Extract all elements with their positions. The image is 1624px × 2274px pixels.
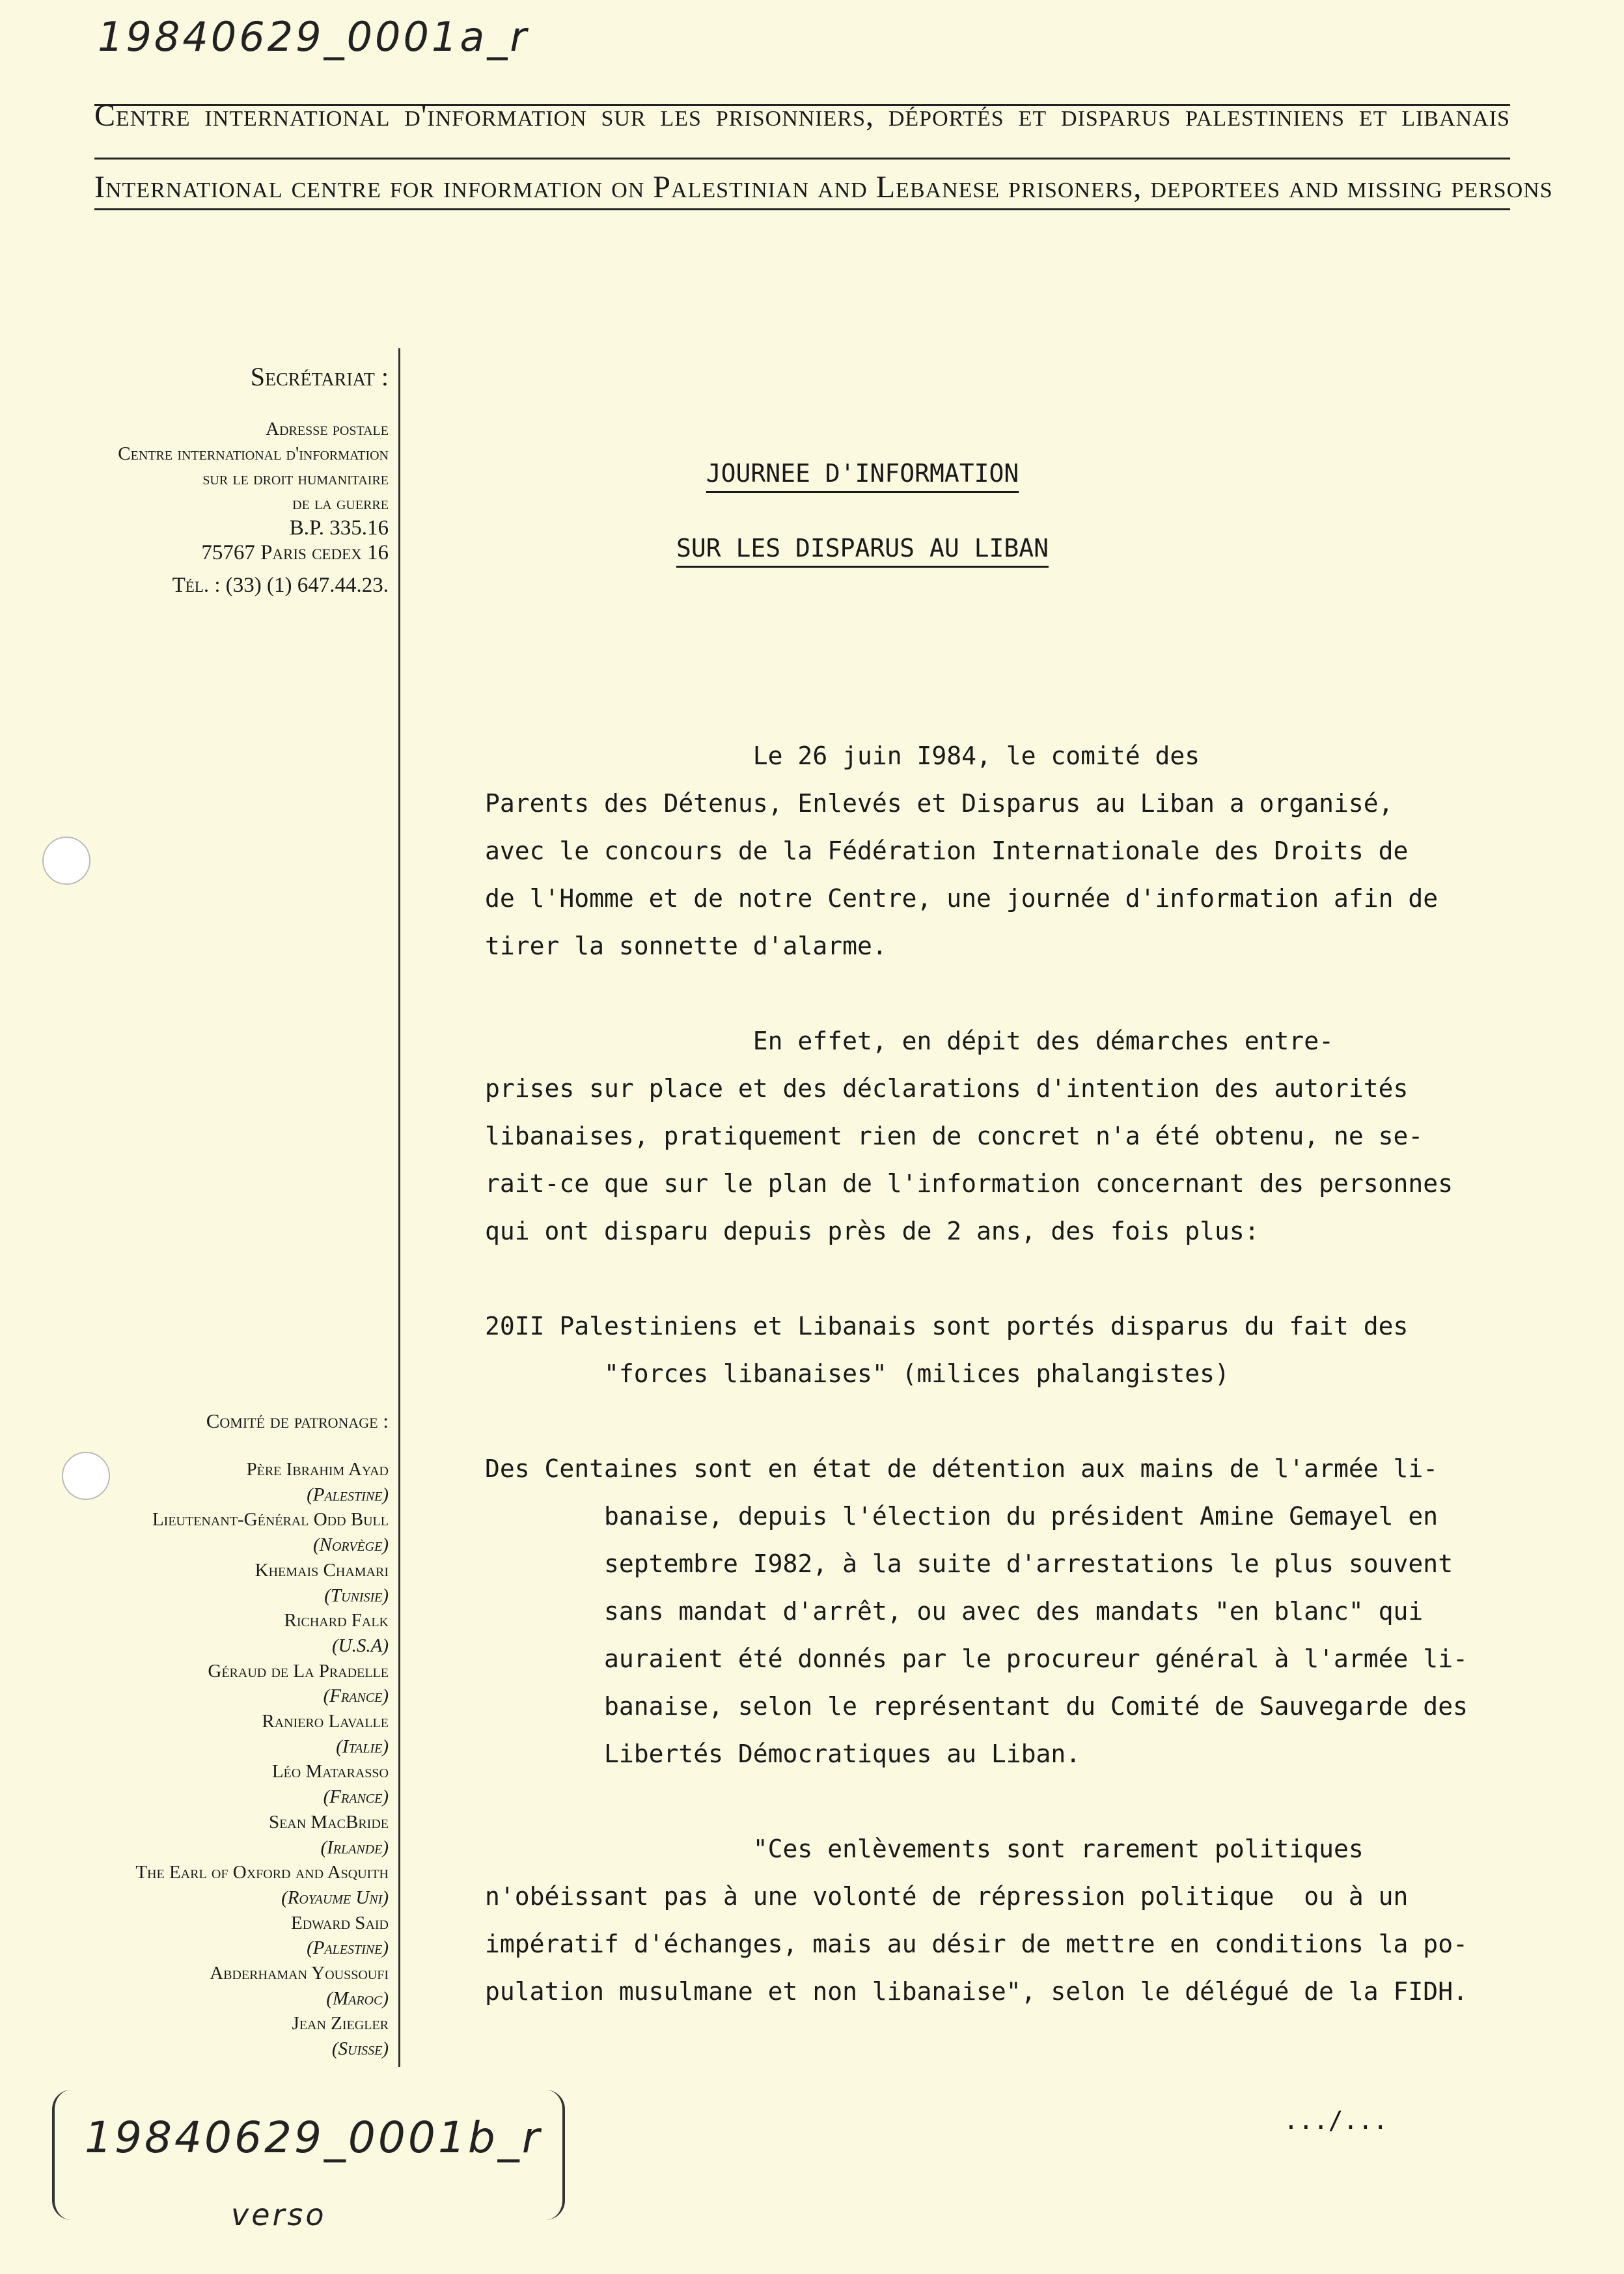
body-line [485,970,1468,1018]
document-title-line1: JOURNEE D'INFORMATION [706,459,1019,488]
body-line: libanaises, pratiquement rien de concret n'a été obtenu, ne se- [485,1122,1424,1150]
body-line [485,1398,1468,1445]
patron-country: (U.S.A) [332,1635,389,1656]
patron-country: (Irlande) [320,1837,389,1858]
body-line: Des Centaines sont en état de détention aux mains de l'armée li- [485,1454,1438,1483]
body-line: auraient été donnés par le procureur général à l'armée li- [485,1644,1468,1673]
body-line: "forces libanaises" (milices phalangistes) [485,1359,1230,1388]
patron-name: Léo Matarasso [271,1761,389,1782]
body-line: impératif d'échanges, mais au désir de mettre en conditions la po- [485,1930,1468,1958]
punch-hole [42,837,90,885]
body-line: qui ont disparu depuis près de 2 ans, des fois plus: [485,1217,1259,1245]
address-line: B.P. 335.16 [289,516,389,540]
body-line: En effet, en dépit des démarches entre- [485,1027,1334,1055]
body-line: septembre I982, à la suite d'arrestations le plus souvent [485,1549,1453,1578]
body-line: prises sur place et des déclarations d'intention des autorités [485,1074,1409,1103]
patron-list [135,1457,389,2062]
address-line: de la guerre [292,493,389,514]
body-line: de l'Homme et de notre Centre, une journée d'information afin de [485,884,1438,913]
patron-country: (Royaume Uni) [281,1887,389,1908]
body-line: "Ces enlèvements sont rarement politiques [485,1835,1364,1863]
body-line: sans mandat d'arrêt, ou avec des mandats "en blanc" qui [485,1597,1424,1626]
patron-country: (Italie) [336,1736,389,1757]
patron-name: Lieutenant-Général Odd Bull [152,1509,389,1531]
body-line [485,1255,1468,1303]
body-line: Le 26 juin I984, le comité des [485,742,1200,770]
secretariat-title: Secrétariat : [250,362,389,391]
address-line: Adresse postale [266,419,389,439]
patron-country: (Palestine) [307,1484,389,1505]
patron-name: Géraud de La Pradelle [208,1660,389,1682]
patron-name: Khemais Chamari [255,1559,389,1581]
patron-name: Jean Ziegler [292,2013,389,2034]
address-line: 75767 Paris cedex 16 [201,541,389,564]
address-line: sur le droit humanitaire [202,468,389,489]
punch-hole [62,1452,110,1500]
body-line [485,1778,1468,1825]
patron-name: Raniero Lavalle [262,1711,389,1732]
patronage-committee-title: Comité de patronage : [206,1409,389,1432]
patron-name: Sean MacBride [268,1811,389,1833]
phone-line: Tél. : (33) (1) 647.44.23. [172,574,389,597]
patron-country: (Suisse) [331,2038,389,2060]
document-title-line2: SUR LES DISPARUS AU LIBAN [676,534,1049,562]
body-line: Parents des Détenus, Enlevés et Disparus au Liban a organisé, [485,789,1394,818]
body-line: pulation musulmane et non libanaise", selon le délégué de la FIDH. [485,1977,1468,2006]
patron-country: (France) [323,1786,389,1808]
patron-country: (Maroc) [326,1988,389,2009]
body-line: avec le concours de la Fédération Internationale des Droits de [485,837,1409,865]
body-line: n'obéissant pas à une volonté de répression politique ou à un [485,1882,1409,1911]
patron-name: The Earl of Oxford and Asquith [135,1862,389,1883]
handwritten-verso: verso [231,2197,327,2232]
patron-country: (France) [323,1685,389,1707]
address-line: Centre international d'information [118,443,389,464]
sidebar-divider [398,348,400,2067]
body-line: 20II Palestiniens et Libanais sont portés disparus du fait des [485,1312,1409,1340]
header-rule-middle [94,158,1510,159]
handwritten-reference-top: 19840629_0001a_r [98,13,529,61]
body-line: rait-ce que sur le plan de l'information concernant des personnes [485,1169,1453,1198]
letterhead-french: Centre international d'information sur les prisonniers, déportés et disparus palestiniens et libanais [94,98,1510,133]
patron-name: Abderhaman Youssoufi [210,1963,389,1984]
postal-address [118,417,389,598]
patron-name: Père Ibrahim Ayad [246,1459,389,1480]
patron-name: Edward Said [291,1912,389,1934]
patron-country: (Palestine) [307,1937,389,1959]
handwritten-reference-bottom: 19840629_0001b_r [85,2113,542,2163]
patron-name: Richard Falk [284,1610,389,1631]
patron-country: (Norvège) [312,1534,389,1556]
page-continuation: .../... [1284,2106,1388,2135]
document-body [485,732,1468,2016]
body-line: banaise, selon le représentant du Comité de Sauvegarde des [485,1692,1468,1721]
body-line: Libertés Démocratiques au Liban. [485,1740,1081,1768]
header-rule-bottom [94,208,1510,210]
body-line: banaise, depuis l'élection du président Amine Gemayel en [485,1502,1438,1531]
letterhead-english: International centre for information on Palestinian and Lebanese prisoners, deportees and missing persons [94,170,1553,204]
patron-country: (Tunisie) [324,1585,389,1606]
body-line: tirer la sonnette d'alarme. [485,932,887,960]
